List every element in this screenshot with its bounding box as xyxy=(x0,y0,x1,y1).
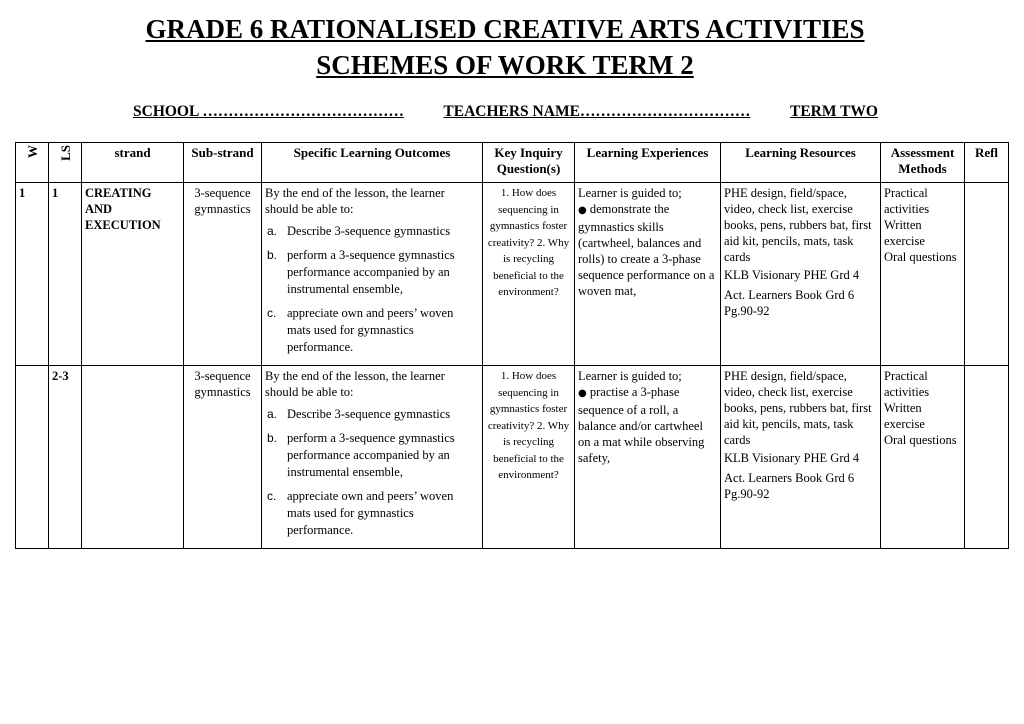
header-substrand: Sub-strand xyxy=(184,143,262,183)
outcomes-cell xyxy=(262,183,483,366)
substrand-cell: 3-sequence gymnastics xyxy=(184,183,262,366)
assessment-item: Oral questions xyxy=(884,250,957,264)
header-strand: strand xyxy=(82,143,184,183)
list-item: c. appreciate own and peers’ woven mats used for gymnastics performance. xyxy=(267,306,454,354)
term-label: TERM TWO xyxy=(789,103,878,120)
strand-cell: CREATING AND EXECUTION xyxy=(82,183,184,366)
experiences-intro: Learner is guided to; xyxy=(578,369,682,383)
outcomes-intro: By the end of the lesson, the learner should be able to: xyxy=(265,369,445,399)
school-field: SCHOOL ………………………………… xyxy=(133,103,404,120)
inquiry-cell: 1. How does sequencing in gymnastics foster creativity? 2. Why is recycling beneficial to the environment? xyxy=(483,183,575,366)
resources-main: PHE design, field/space, video, check list, exercise books, pens, rubbers bat, first aid kit, pencils, mats, task cards xyxy=(724,186,872,264)
experiences-item: ● practise a 3-phase sequence of a roll, a balance and/or cartwheel on a mat while observing safety, xyxy=(578,385,705,465)
resources-klb: KLB Visionary PHE Grd 4 xyxy=(724,268,860,282)
experiences-cell xyxy=(575,366,721,549)
resources-cell xyxy=(721,366,881,549)
header-reflection: Refl xyxy=(965,143,1009,183)
assessment-cell xyxy=(881,366,965,549)
outcomes-intro: By the end of the lesson, the learner should be able to: xyxy=(265,186,445,216)
reflection-cell xyxy=(965,366,1009,549)
assessment-item: Practical activities xyxy=(884,186,930,216)
header-info-line xyxy=(133,103,878,121)
inquiry-cell: 1. How does sequencing in gymnastics foster creativity? 2. Why is recycling beneficial to the environment? xyxy=(483,366,575,549)
substrand-cell: 3-sequence gymnastics xyxy=(184,366,262,549)
table-row xyxy=(16,366,1009,549)
assessment-item: Written exercise xyxy=(884,218,925,248)
assessment-cell xyxy=(881,183,965,366)
assessment-item: Oral questions xyxy=(884,433,957,447)
lesson-cell: 1 xyxy=(49,183,82,366)
list-item: c. appreciate own and peers’ woven mats used for gymnastics performance. xyxy=(267,489,454,537)
list-item: b. perform a 3-sequence gymnastics performance accompanied by an instrumental ensemble, xyxy=(267,248,455,296)
bullet-icon: ● xyxy=(578,205,587,216)
header-assessment: Assessment Methods xyxy=(881,143,965,183)
list-item: a. Describe 3-sequence gymnastics xyxy=(267,224,451,238)
outcomes-list xyxy=(265,223,479,356)
lesson-cell: 2-3 xyxy=(49,366,82,549)
document-title: GRADE 6 RATIONALISED CREATIVE ARTS ACTIVITIES xyxy=(145,14,865,44)
header-week: W xyxy=(16,143,49,183)
list-item: b. perform a 3-sequence gymnastics performance accompanied by an instrumental ensemble, xyxy=(267,431,455,479)
document-subtitle: SCHEMES OF WORK TERM 2 xyxy=(316,50,694,80)
resources-book: Act. Learners Book Grd 6 Pg.90-92 xyxy=(724,471,855,501)
scheme-of-work-table xyxy=(15,142,1009,549)
experiences-item: ● demonstrate the gymnastics skills (cartwheel, balances and rolls) to create a 3-phase sequence performance on a woven mat, xyxy=(578,202,715,298)
resources-main: PHE design, field/space, video, check list, exercise books, pens, rubbers bat, first aid kit, pencils, mats, task cards xyxy=(724,369,872,447)
outcomes-cell xyxy=(262,366,483,549)
strand-cell xyxy=(82,366,184,549)
header-resources: Learning Resources xyxy=(721,143,881,183)
assessment-item: Written exercise xyxy=(884,401,925,431)
experiences-intro: Learner is guided to; xyxy=(578,186,682,200)
header-inquiry: Key Inquiry Question(s) xyxy=(483,143,575,183)
table-header-row xyxy=(16,143,1009,183)
list-item: a. Describe 3-sequence gymnastics xyxy=(267,407,451,421)
reflection-cell xyxy=(965,183,1009,366)
week-cell xyxy=(16,366,49,549)
outcomes-list xyxy=(265,406,479,539)
table-row xyxy=(16,183,1009,366)
header-lesson: LS xyxy=(49,143,82,183)
resources-cell xyxy=(721,183,881,366)
bullet-icon: ● xyxy=(578,388,587,399)
assessment-item: Practical activities xyxy=(884,369,930,399)
header-outcomes: Specific Learning Outcomes xyxy=(262,143,483,183)
header-experiences: Learning Experiences xyxy=(575,143,721,183)
week-cell: 1 xyxy=(16,183,49,366)
resources-book: Act. Learners Book Grd 6 Pg.90-92 xyxy=(724,288,855,318)
teacher-field: TEACHERS NAME…………………………… xyxy=(443,103,751,120)
resources-klb: KLB Visionary PHE Grd 4 xyxy=(724,451,860,465)
experiences-cell xyxy=(575,183,721,366)
